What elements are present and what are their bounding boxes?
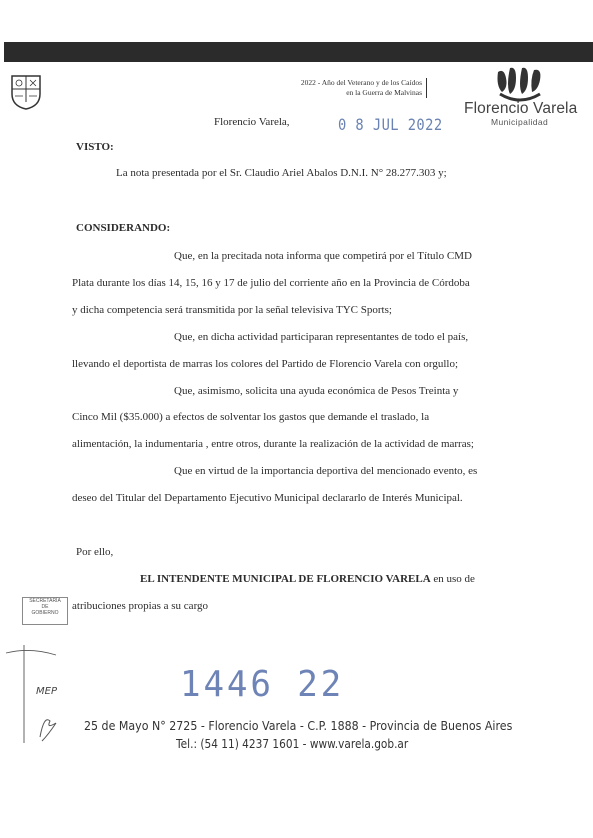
logo-name: Florencio Varela — [464, 100, 578, 117]
scan-top-bar — [4, 42, 593, 62]
por-ello: Por ello, — [76, 546, 114, 558]
municipal-crest-icon — [10, 72, 42, 110]
body-line: Cinco Mil ($35.000) a efectos de solventar los gastos que demande el traslado, la — [72, 411, 430, 423]
body-line: alimentación, la indumentaria , entre otros, durante la realización de la actividad de marras; — [72, 438, 474, 450]
footer-contact: Tel.: (54 11) 4237 1601 - www.varela.gob.ar — [176, 737, 409, 751]
body-line: Que en virtud de la importancia deportiva del mencionado evento, es — [174, 465, 478, 477]
year-motto-line2: en la Guerra de Malvinas — [346, 88, 422, 97]
visto-text: La nota presentada por el Sr. Claudio Ariel Abalos D.N.I. N° 28.277.303 y; — [116, 167, 447, 179]
footer-address: 25 de Mayo N° 2725 - Florencio Varela - C.P. 1888 - Provincia de Buenos Aires — [84, 719, 513, 733]
intendente-line — [140, 573, 475, 585]
atribuciones-line: atribuciones propias a su cargo — [72, 600, 209, 612]
body-line: Que, asimismo, solicita una ayuda económica de Pesos Treinta y — [174, 385, 459, 397]
stamp-line2: DE — [41, 604, 49, 610]
stamp-line1: SECRETARÍA — [29, 598, 61, 604]
visto-heading: VISTO: — [76, 141, 114, 153]
year-motto — [246, 78, 427, 98]
body-line: Que, en la precitada nota informa que competirá por el Título CMD — [174, 250, 472, 262]
body-line: y dicha competencia será transmitida por la señal televisiva TYC Sports; — [72, 304, 392, 316]
considerando-heading: CONSIDERANDO: — [76, 222, 171, 234]
date-stamp: 0 8 JUL 2022 — [338, 115, 443, 134]
year-motto-line1: 2022 - Año del Veterano y de los Caídos — [300, 78, 422, 87]
resolution-number: 1446 22 — [180, 664, 345, 705]
logo-subtitle: Municipalidad — [491, 117, 549, 127]
intendente-title: EL INTENDENTE MUNICIPAL DE FLORENCIO VARELA — [140, 573, 431, 585]
body-line: Que, en dicha actividad participaran representantes de todo el país, — [174, 331, 469, 343]
body-line: deseo del Titular del Departamento Ejecutivo Municipal declararlo de Interés Municipal. — [72, 492, 463, 504]
body-line: llevando el deportista de marras los colores del Partido de Florencio Varela con orgullo; — [72, 358, 459, 370]
place-label: Florencio Varela, — [214, 116, 290, 128]
intendente-rest: en uso de — [430, 573, 475, 585]
secretaria-stamp — [22, 597, 68, 625]
body-line: Plata durante los días 14, 15, 16 y 17 de julio del corriente año en la Provincia de Córdoba — [72, 277, 470, 289]
florencio-varela-logo-icon — [494, 66, 546, 102]
stamp-line3: GOBIERNO — [31, 610, 59, 616]
handwritten-initials: MEP — [36, 686, 57, 697]
